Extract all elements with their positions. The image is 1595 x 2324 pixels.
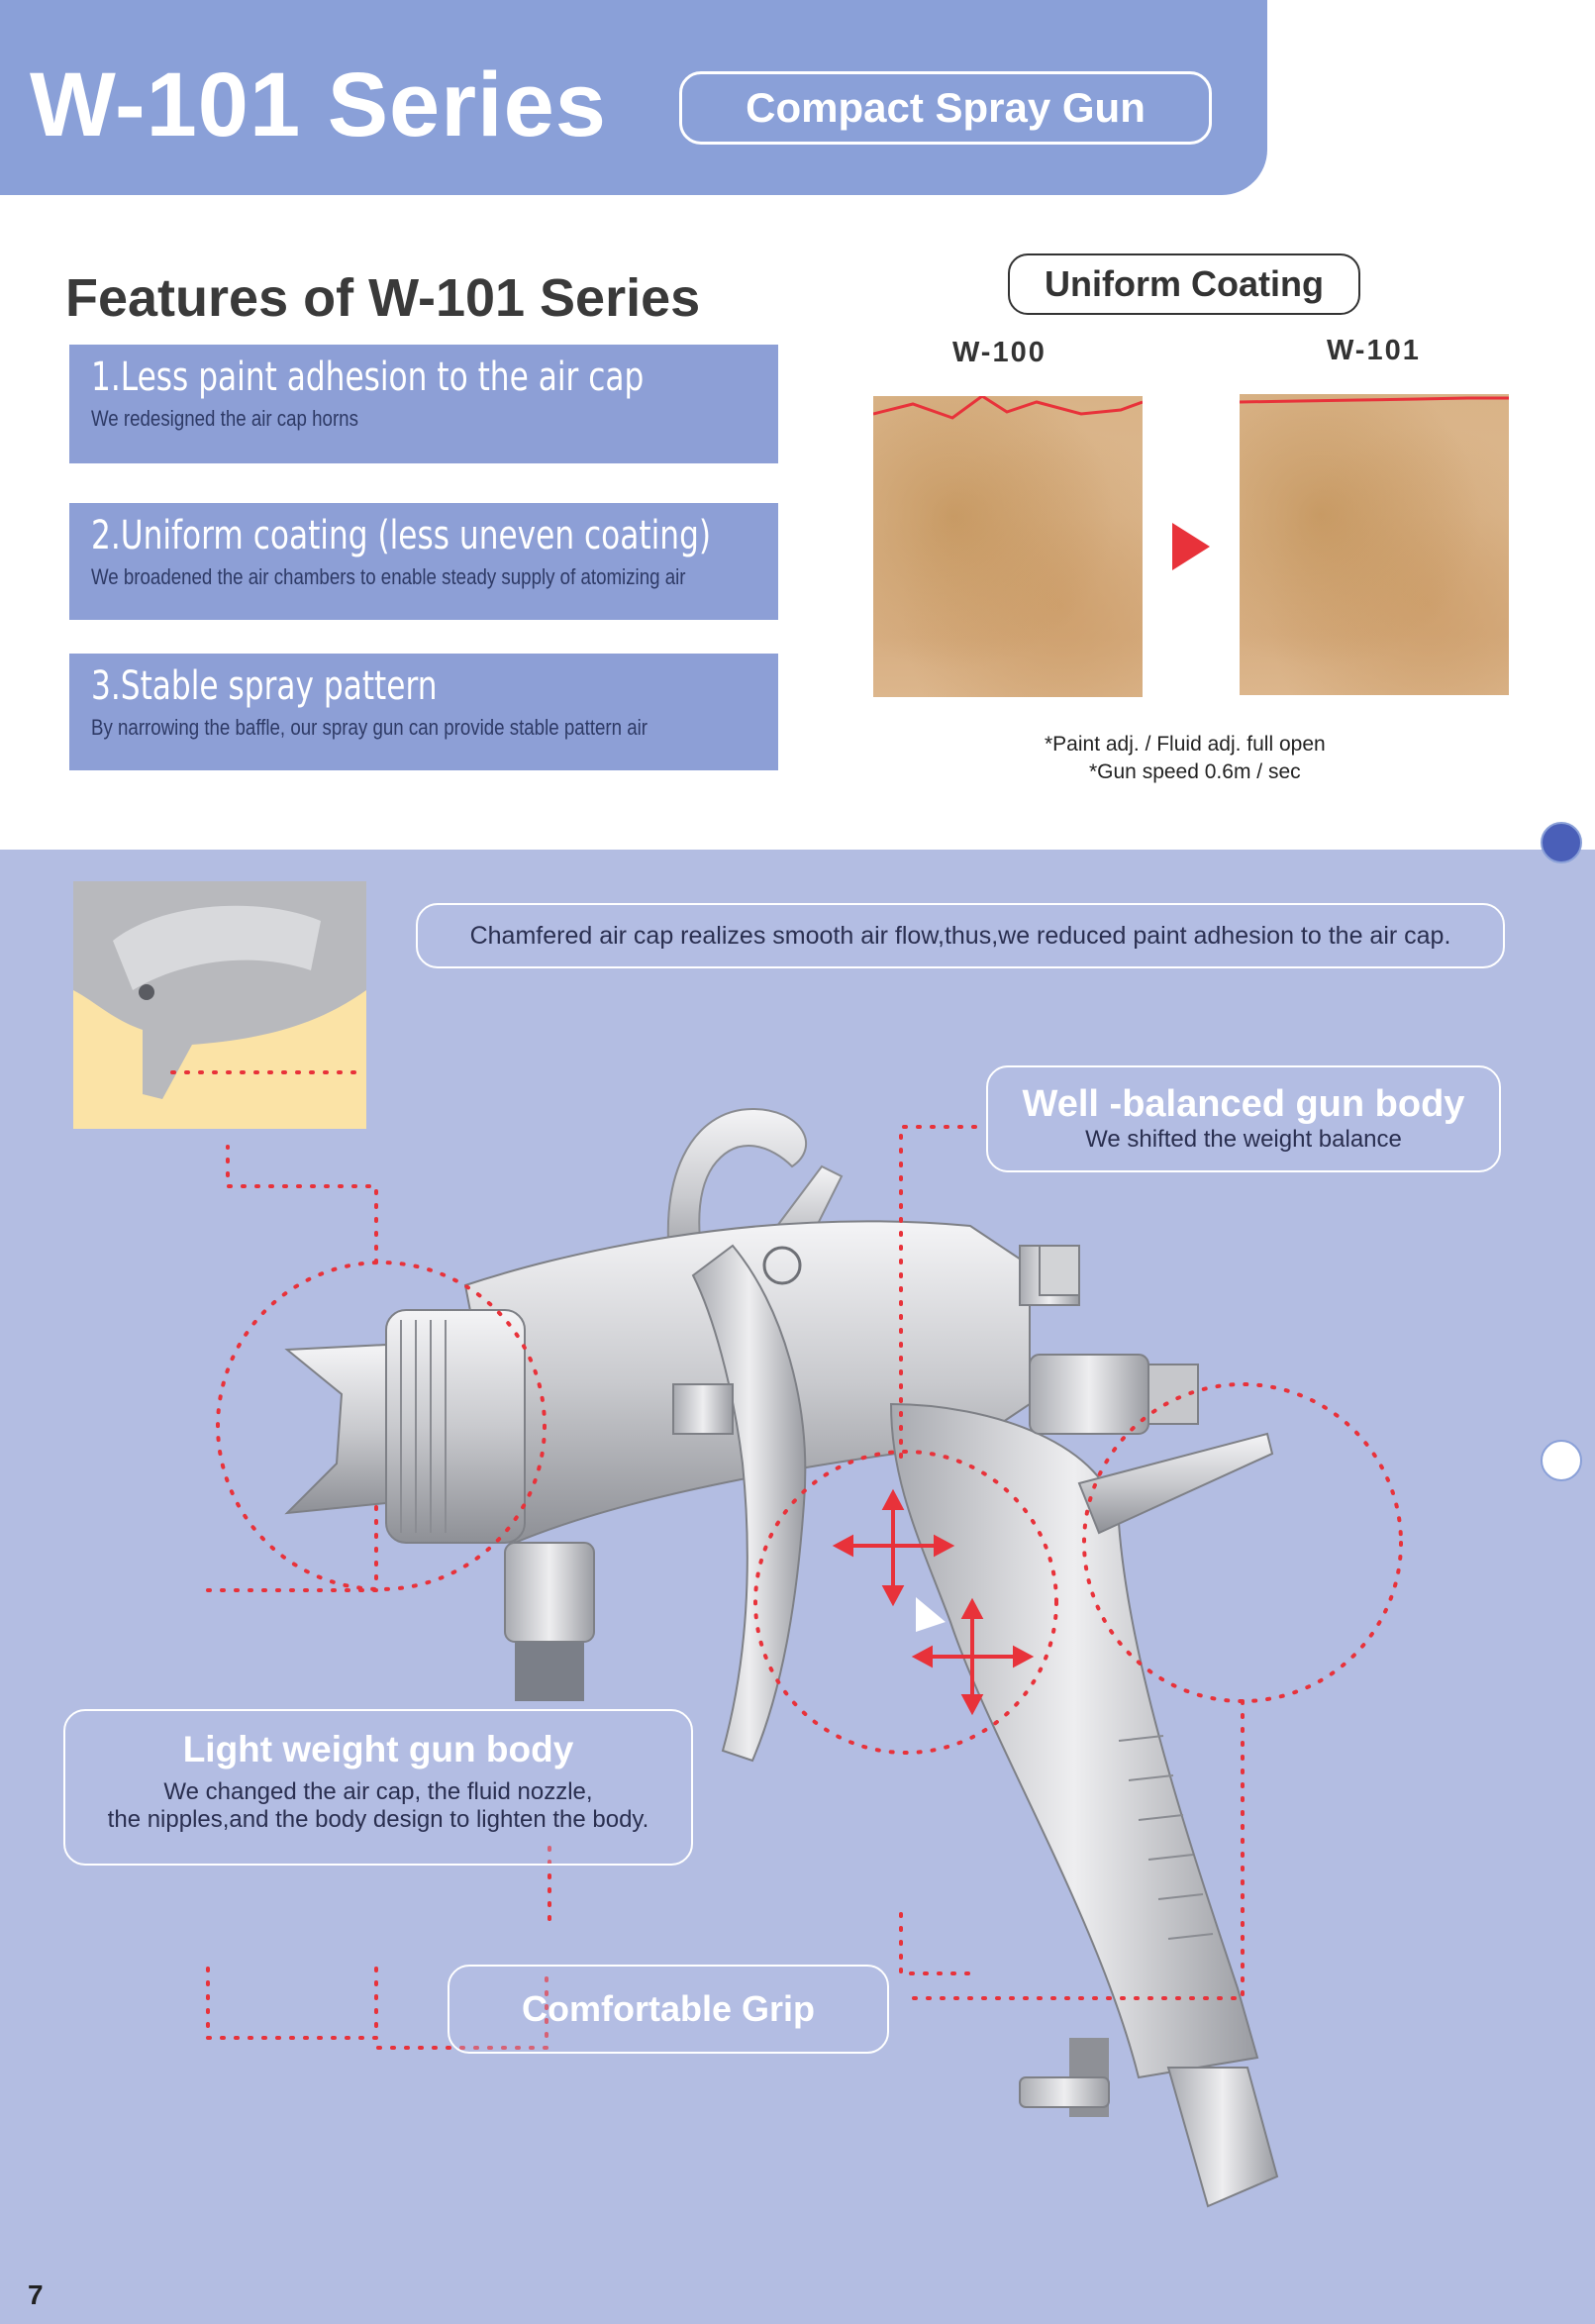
feature-desc: We redesigned the air cap horns — [91, 406, 358, 431]
feature-item-3 — [69, 654, 778, 770]
even-edge-line — [1240, 394, 1509, 695]
balance-callout — [986, 1065, 1501, 1172]
page-edge-tab-icon — [1541, 1440, 1582, 1481]
feature-title: 3.Stable spray pattern — [91, 663, 438, 709]
page-edge-tab-icon — [1541, 822, 1582, 863]
balance-desc: We shifted the weight balance — [1085, 1126, 1402, 1153]
feature-desc: We broadened the air chambers to enable steady supply of atomizing air — [91, 564, 686, 589]
w101-coating-sample — [1240, 394, 1509, 695]
feature-desc: By narrowing the baffle, our spray gun can provide stable pattern air — [91, 715, 648, 740]
subtitle-text: Compact Spray Gun — [746, 84, 1146, 131]
page-number: 7 — [28, 2279, 44, 2310]
test-note-2: *Gun speed 0.6m / sec — [1089, 760, 1301, 783]
light-weight-title: Light weight gun body — [182, 1729, 574, 1769]
arrow-right-icon — [1172, 523, 1210, 570]
series-title: W-101 Series — [30, 54, 607, 155]
features-title: Features of W-101 Series — [65, 268, 701, 328]
grip-title: Comfortable Grip — [521, 1988, 815, 2029]
feature-title: 1.Less paint adhesion to the air cap — [91, 354, 645, 400]
feature-item-1 — [69, 345, 778, 463]
feature-item-2 — [69, 503, 778, 620]
light-weight-desc-line1: We changed the air cap, the fluid nozzle, — [163, 1778, 593, 1805]
w101-label: W-101 — [1327, 335, 1421, 366]
uniform-coating-badge — [1008, 253, 1360, 315]
uniform-coating-title: Uniform Coating — [1045, 263, 1324, 304]
light-weight-callout — [63, 1709, 693, 1866]
w100-label: W-100 — [952, 337, 1047, 368]
feature-title: 2.Uniform coating (less uneven coating) — [91, 513, 712, 558]
test-note-1: *Paint adj. / Fluid adj. full open — [1045, 733, 1326, 756]
grip-callout — [448, 1965, 889, 2054]
light-weight-desc-line2: the nipples,and the body design to lighten the body. — [107, 1806, 649, 1833]
chamfer-callout-text: Chamfered air cap realizes smooth air flow,thus,we reduced paint adhesion to the air cap. — [469, 921, 1451, 950]
uneven-edge-line — [873, 396, 1143, 697]
w100-coating-sample — [873, 396, 1143, 697]
subtitle-badge — [679, 71, 1212, 145]
chamfer-callout — [416, 903, 1505, 968]
balance-title: Well -balanced gun body — [1022, 1083, 1465, 1125]
air-cap-closeup-photo — [73, 881, 366, 1129]
